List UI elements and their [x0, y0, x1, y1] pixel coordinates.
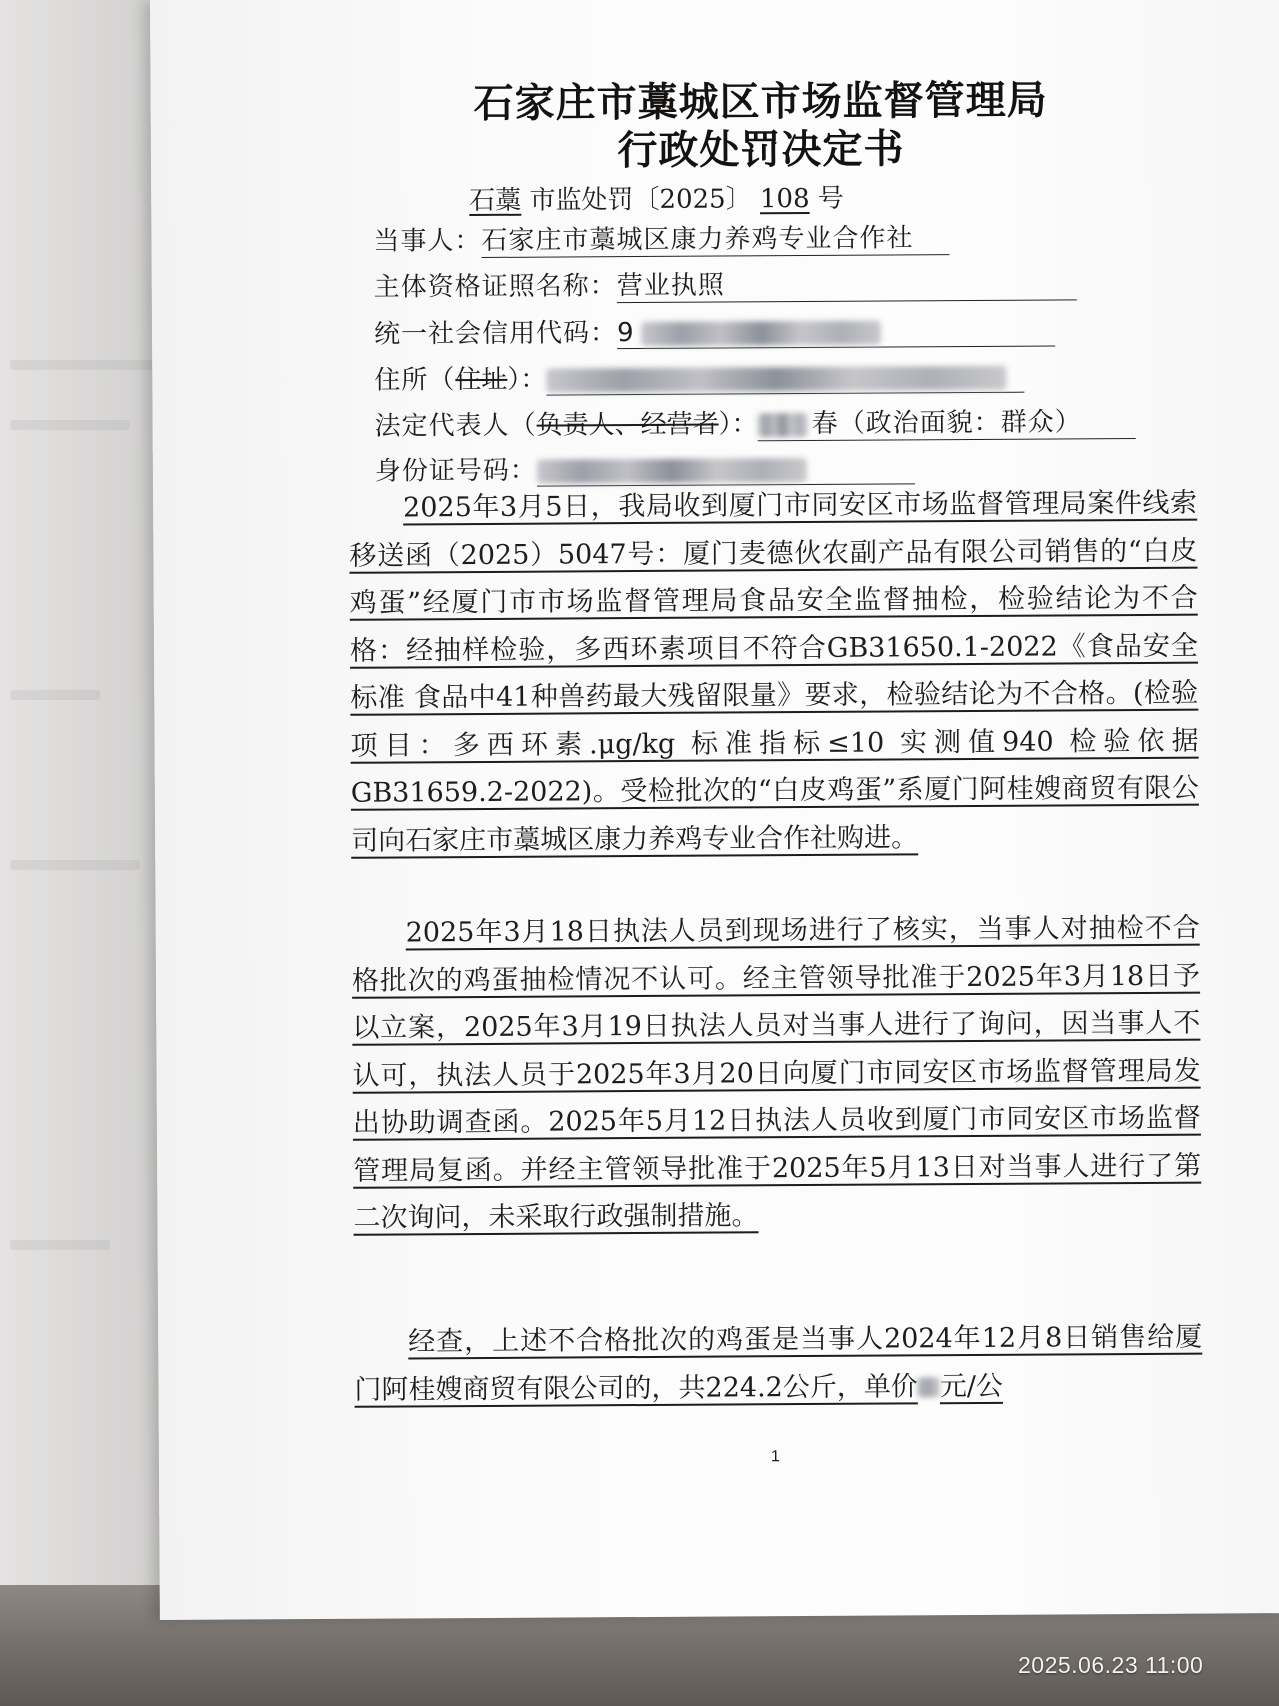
party-name-value: 石家庄市藁城区康力养鸡专业合作社 — [481, 217, 949, 258]
address-value — [546, 362, 1024, 396]
redacted-unit-price — [918, 1377, 940, 1397]
paragraph-findings: 经查，上述不合格批次的鸡蛋是当事人2024年12月8日销售给厦门阿桂嫂商贸有限公司的，共224.2公斤，单价 元/公 — [354, 1321, 1203, 1406]
doc-suffix: 号 — [817, 183, 844, 214]
paragraph-investigation: 2025年3月18日执法人员到现场进行了核实，当事人对抽检不合格批次的鸡蛋抽检情况不认可。经主管领导批准于2025年3月18日予以立案，2025年3月19日执法人员对当事人进行了询问，因当事人不认可，执法人员于2025年3月20日向厦门市同安区市场监督管理局发出协助调查函。2025年5月12日执法人员收到厦门市同安区市场监督管理局复函。并经主管领导批准于2025年5月13日对当事人进行了第二次询问，未采取行政强制措施。 — [351, 912, 1202, 1234]
legal-rep-label-strike: 负责人、经营者 — [536, 409, 719, 441]
address-row: 住所（住址）： — [374, 356, 1024, 397]
credit-code-value: 9 — [617, 315, 1055, 349]
credit-code-row — [374, 309, 1055, 350]
redacted-rep-name — [758, 412, 808, 436]
id-number-label: 身份证号码： — [374, 455, 537, 487]
legal-rep-row: 法定代表人（负责人、经营者）： 春（政治面貌：群众） — [374, 401, 1135, 444]
license-label: 主体资格证照名称： — [373, 271, 617, 303]
license-value: 营业执照 — [617, 262, 1077, 303]
document-page — [150, 0, 1279, 1620]
party-name-row — [373, 217, 949, 259]
photo-timestamp: 2025.06.23 11:00 — [1018, 1652, 1204, 1678]
doc-number-value: 108 — [759, 183, 810, 215]
page-number: 1 — [770, 1448, 780, 1466]
redacted-credit-code — [641, 320, 881, 345]
party-name-label: 当事人： — [373, 225, 482, 257]
address-label-strike: 住址 — [455, 364, 508, 396]
document-title-agency: 石家庄市藁城区市场监督管理局 — [473, 76, 1048, 128]
doc-middle: 市监处罚〔2025〕 — [529, 184, 752, 216]
document-title-type: 行政处罚决定书 — [617, 125, 905, 175]
legal-rep-value: 春（政治面貌：群众） — [758, 401, 1136, 441]
redacted-address — [546, 365, 1006, 392]
doc-prefix: 石藁 — [469, 185, 522, 217]
license-row — [374, 262, 1077, 304]
credit-code-label: 统一社会信用代码： — [373, 318, 618, 350]
redacted-id-number — [537, 457, 807, 483]
paragraph-case-source: 2025年3月5日，我局收到厦门市同安区市场监督管理局案件线索移送函（2025）5047号：厦门麦德伙农副产品有限公司销售的“白皮鸡蛋”经厦门市市场监督管理局食品安全监督抽检，检验结论为不合格：经抽样检验，多西环素项目不符合GB31650.1-2022《食品安全标准 食品中41种兽药最大残留限量》要求，检验结论为不合格。(检验项目：多西环素.μg/kg 标准指标≤10 实测值940 检验依据GB31659.2-2022)。受检批次的“白皮鸡蛋”系厦门阿桂嫂商贸有限公司向石家庄市藁城区康力养鸡专业合作社购进。 — [349, 487, 1199, 857]
document-number — [469, 178, 844, 217]
